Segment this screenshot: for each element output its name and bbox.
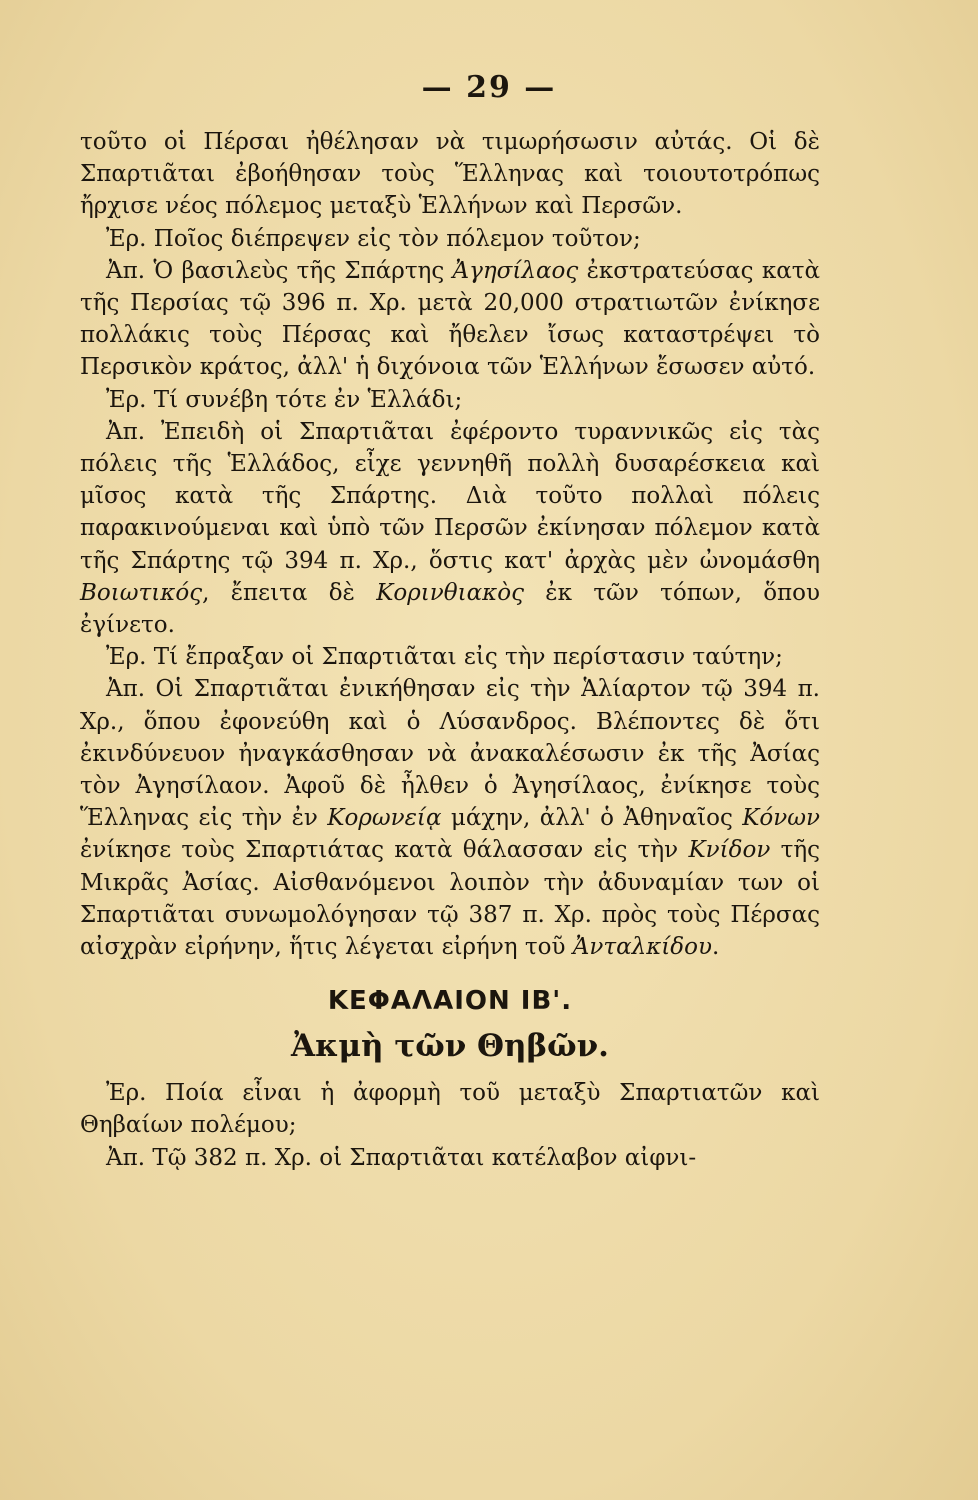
answer-paragraph: Ἀπ. Ὁ βασιλεὺς τῆς Σπάρτης Ἀγησίλαος ἐκστρατεύσας κατὰ τῆς Περσίας τῷ 396 π. Χρ. μετὰ 20,000 στρατιωτῶν ἐνίκησε πολλάκις τοὺς Πέρσας καὶ ἤθελεν ἴσως καταστρέψει τὸ Περσικὸν κράτος, ἀλλ' ἡ διχόνοια τῶν Ἑλλήνων ἔσωσεν αὐτό. [80,257,820,381]
question-paragraph: Ἐρ. Τί ἔπραξαν οἱ Σπαρτιᾶται εἰς τὴν περίστασιν ταύτην; [106,644,783,671]
question-paragraph: Ἐρ. Τί συνέβη τότε ἐν Ἑλλάδι; [106,386,463,413]
italic-name: Κορωνείᾳ [327,805,442,832]
italic-name: Κορινθιακὸς [376,579,524,606]
answer-paragraph: Ἀπ. Τῷ 382 π. Χρ. οἱ Σπαρτιᾶται κατέλαβον αἰφνι- [106,1144,697,1171]
answer-paragraph: Ἀπ. Οἱ Σπαρτιᾶται ἐνικήθησαν εἰς τὴν Ἁλίαρτον τῷ 394 π. Χρ., ὅπου ἐφονεύθη καὶ ὁ Λύσανδρος. Βλέποντες δὲ ὅτι ἐκινδύνευον ἠναγκάσθησαν νὰ ἀνακαλέσωσιν ἐκ τῆς Ἀσίας τὸν Ἀγησίλαον. Ἀφοῦ δὲ ἦλθεν ὁ Ἀγησίλαος, ἐνίκησε τοὺς Ἕλληνας εἰς τὴν ἐν Κορωνείᾳ μάχην, ἀλλ' ὁ Ἀθηναῖος Κόνων ἐνίκησε τοὺς Σπαρτιάτας κατὰ θάλασσαν εἰς τὴν Κνίδον τῆς Μικρᾶς Ἀσίας. Αἰσθανόμενοι λοιπὸν τὴν ἀδυναμίαν των οἱ Σπαρτιᾶται συνωμολόγησαν τῷ 387 π. Χρ. πρὸς τοὺς Πέρσας αἰσχρὰν εἰρήνην, ἥτις λέγεται εἰρήνη τοῦ Ἀνταλκίδου. [80,676,820,961]
italic-name: Ἀνταλκίδου [572,934,712,961]
italic-name: Βοιωτικός [80,579,203,606]
italic-name: Ἀγησίλαος [452,257,579,284]
italic-name: Κνίδον [688,837,771,864]
body-text [80,126,820,1174]
answer-paragraph: Ἀπ. Ἐπειδὴ οἱ Σπαρτιᾶται ἐφέροντο τυραννικῶς εἰς τὰς πόλεις τῆς Ἑλλάδος, εἶχε γεννηθῆ πολλὴ δυσαρέσκεια καὶ μῖσος κατὰ τῆς Σπάρτης. Διὰ τοῦτο πολλαὶ πόλεις παρακινούμεναι καὶ ὑπὸ τῶν Περσῶν ἐκίνησαν πόλεμον κατὰ τῆς Σπάρτης τῷ 394 π. Χρ., ὅστις κατ' ἀρχὰς μὲν ὠνομάσθη Βοιωτικός, ἔπειτα δὲ Κορινθιακὸς ἐκ τῶν τόπων, ὅπου ἐγίνετο. [80,418,820,639]
question-paragraph: Ἐρ. Ποία εἶναι ἡ ἀφορμὴ τοῦ μεταξὺ Σπαρτιατῶν καὶ Θηβαίων πολέμου; [80,1080,820,1139]
question-paragraph: Ἐρ. Ποῖος διέπρεψεν εἰς τὸν πόλεμον τοῦτον; [106,225,641,252]
italic-name: Κόνων [742,805,820,832]
page-number: — 29 — [421,70,557,105]
chapter-title: Ἀκμὴ τῶν Θηβῶν. [291,1028,609,1065]
paragraph-continuation: τοῦτο οἱ Πέρσαι ἠθέλησαν νὰ τιμωρήσωσιν αὐτάς. Οἱ δὲ Σπαρτιᾶται ἐβοήθησαν τοὺς Ἕλληνας καὶ τοιουτοτρόπως ἤρχισε νέος πόλεμος μεταξὺ Ἑλλήνων καὶ Περσῶν. [80,129,820,220]
chapter-heading: ΚΕΦΑΛΑΙΟΝ ΙΒ'. [327,986,573,1017]
